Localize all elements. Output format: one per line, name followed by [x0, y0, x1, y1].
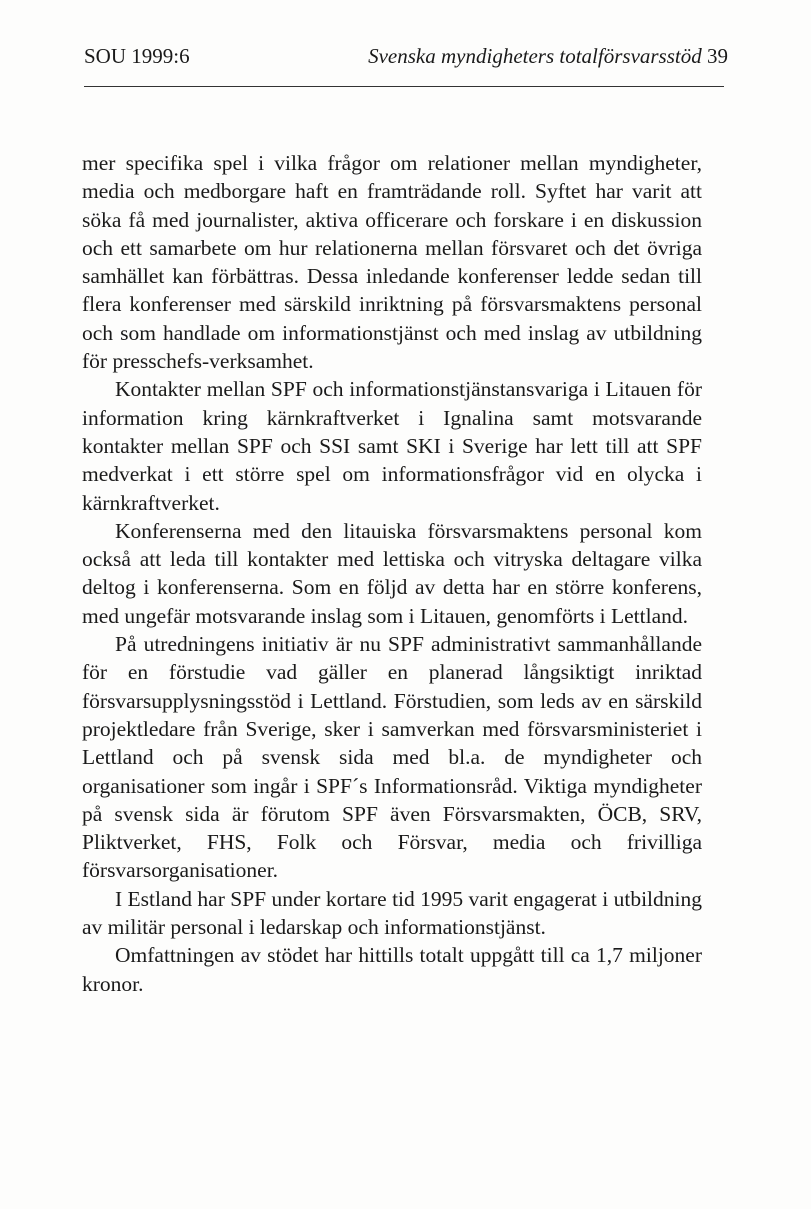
- paragraph: På utredningens initiativ är nu SPF administrativt sammanhållande för en förstudie vad gäller en planerad långsiktigt inriktad försvarsupplysningsstöd i Lettland. Förstudien, som leds av en särskild projektledare från Sverige, sker i samverkan med försvarsministeriet i Lettland och på svensk sida med bl.a. de myndigheter och organisationer som ingår i SPF´s Informationsråd. Viktiga myndigheter på svensk sida är förutom SPF även Försvarsmakten, ÖCB, SRV, Pliktverket, FHS, Folk och Försvar, media och frivilliga försvarsorganisationer.: [82, 632, 702, 883]
- header-rule: [84, 86, 724, 87]
- running-title-text: Svenska myndigheters totalförsvarsstöd: [368, 44, 702, 68]
- running-title: [368, 44, 728, 69]
- page-number: 39: [707, 44, 728, 68]
- paragraph: Kontakter mellan SPF och informationstjänstansvariga i Litauen för information kring kärnkraftverket i Ignalina samt motsvarande kontakter mellan SPF och SSI samt SKI i Sverige har lett till att SPF medverkat i ett större spel om informationsfrågor vid en olycka i kärnkraftverket.: [82, 377, 702, 515]
- body-text: [82, 149, 702, 998]
- paragraph: I Estland har SPF under kortare tid 1995 varit engagerat i utbildning av militär personal i ledarskap och informationstjänst.: [82, 886, 702, 940]
- paragraph: Konferenserna med den litauiska försvarsmaktens personal kom också att leda till kontakter med lettiska och vitryska deltagare vilka deltog i konferenserna. Som en följd av detta har en större konferens, med ungefär motsvarande inslag som i Litauen, genomförts i Lettland.: [82, 518, 702, 628]
- page-header: [84, 44, 728, 76]
- paragraph: mer specifika spel i vilka frågor om relationer mellan myndigheter, media och medborgare haft en framträdande roll. Syftet har varit att söka få med journalister, aktiva officerare och forskare i en diskussion och ett samarbete om hur relationerna mellan försvaret och det övriga samhället kan förbättras. Dessa inledande konferenser ledde sedan till flera konferenser med särskild inriktning på försvarsmaktens personal och som handlade om informationstjänst och med inslag av utbildning för presschefs-verksamhet.: [82, 151, 702, 374]
- paragraph: Omfattningen av stödet har hittills totalt uppgått till ca 1,7 miljoner kronor.: [82, 943, 702, 996]
- series-label: SOU 1999:6: [84, 44, 190, 68]
